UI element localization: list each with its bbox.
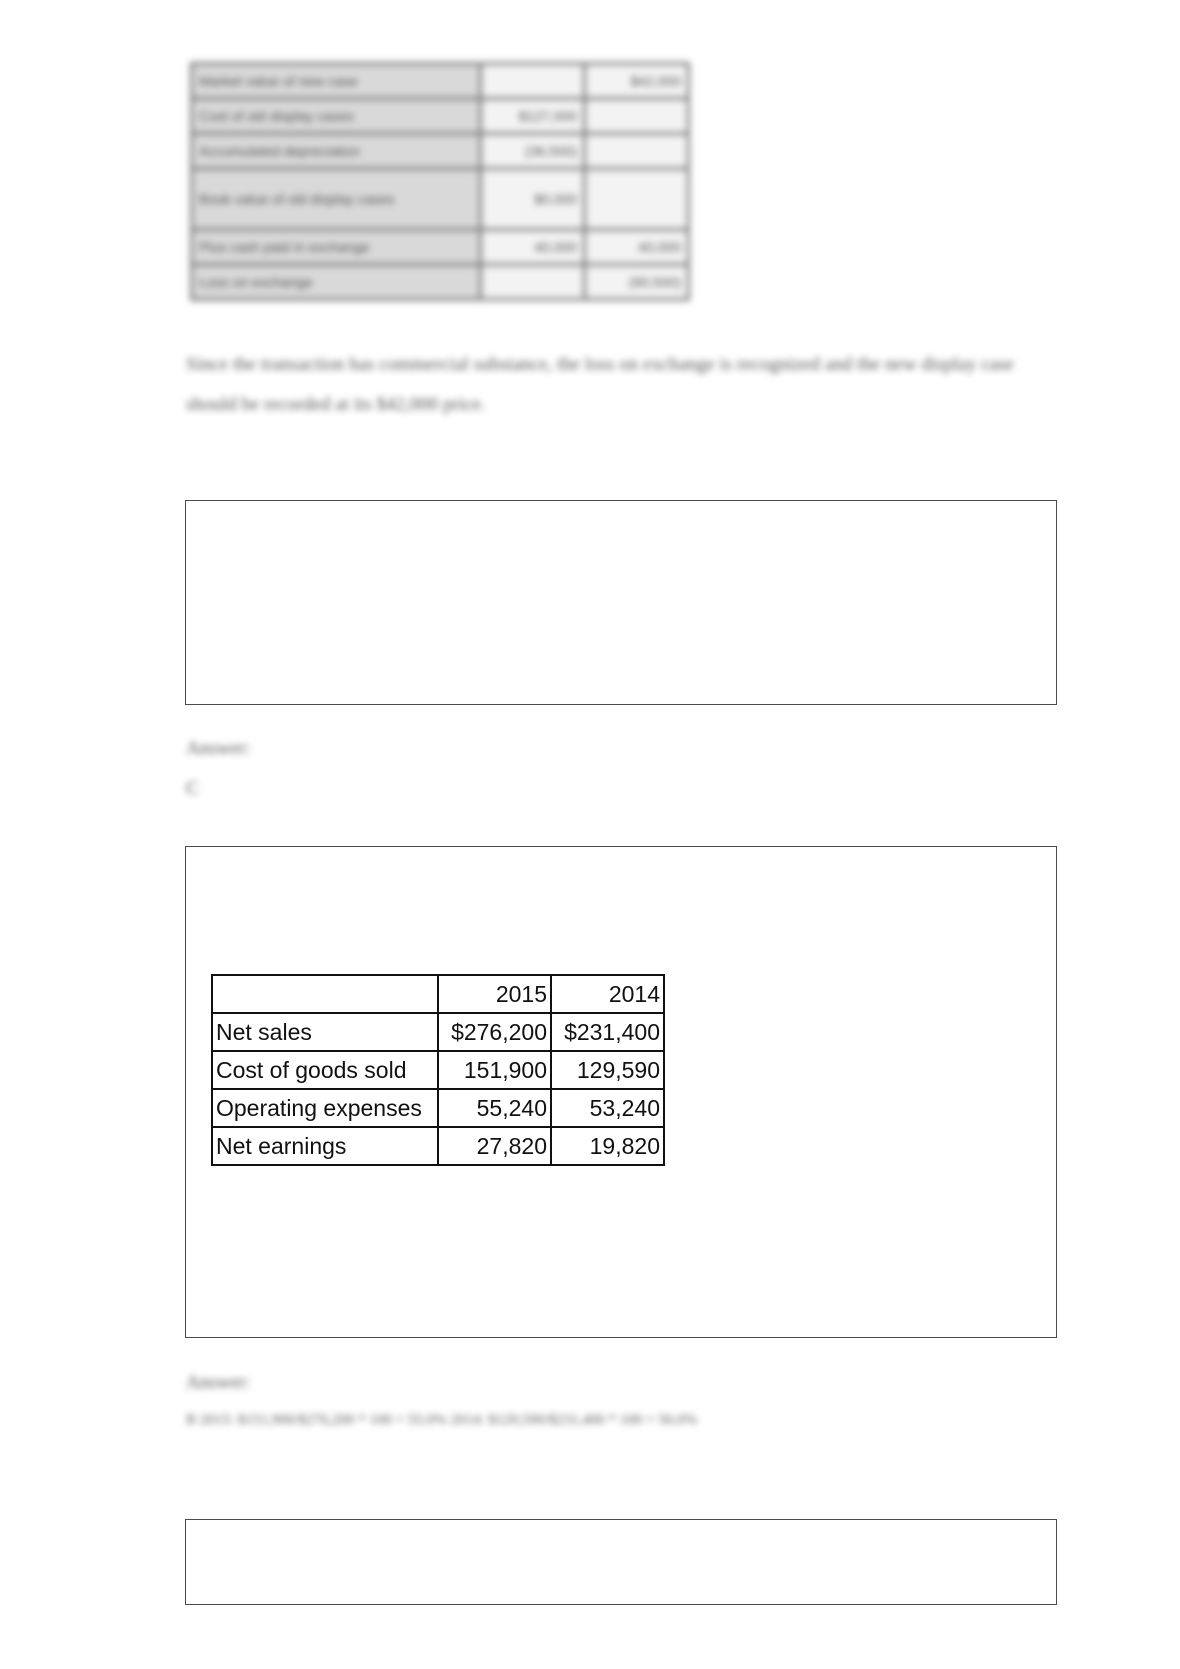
answer-label: Answer:: [186, 738, 251, 759]
header-cell: 2015: [438, 975, 551, 1013]
cell-value: 151,900: [438, 1051, 551, 1089]
header-cell: 2014: [551, 975, 664, 1013]
row-label: Cost of old display cases: [192, 99, 481, 134]
answer-label: Answer:: [186, 1372, 251, 1393]
cell-value: [585, 99, 689, 134]
question-box: [185, 1519, 1057, 1605]
row-label: Cost of goods sold: [212, 1051, 438, 1089]
row-label: Plus cash paid in exchange: [192, 230, 481, 265]
table-row: [192, 99, 689, 134]
explanation-paragraph: Since the transaction has commercial substance, the loss on exchange is recognized and the new display case should be recorded at its $42,000 price.: [186, 354, 1014, 415]
table-row: [192, 134, 689, 169]
table-row: [212, 1089, 664, 1127]
financial-data-table: [211, 974, 665, 1166]
header-cell: [212, 975, 438, 1013]
cell-value: 19,820: [551, 1127, 664, 1165]
cell-value: $42,000: [585, 64, 689, 99]
cell-value: [585, 169, 689, 230]
row-label: Book value of old display cases: [192, 169, 481, 230]
row-label: Net sales: [212, 1013, 438, 1051]
cell-value: $127,000: [480, 99, 584, 134]
cell-value: [480, 64, 584, 99]
cell-value: 40,000: [480, 230, 584, 265]
table-row: [192, 265, 689, 300]
cell-value: $276,200: [438, 1013, 551, 1051]
question-box: [185, 500, 1057, 705]
cell-value: 40,000: [585, 230, 689, 265]
table-row: [212, 1013, 664, 1051]
answer-value: C: [186, 778, 199, 799]
row-label: Market value of new case: [192, 64, 481, 99]
answer-value: B 2015: $151,900/$276,200 * 100 = 55.0% 2014: $129,590/$231,400 * 100 = 56.0%: [186, 1412, 698, 1428]
exchange-calculation-table: [190, 62, 690, 301]
cell-value: [585, 134, 689, 169]
table-row: [212, 1051, 664, 1089]
cell-value: (90,500): [585, 265, 689, 300]
table-header-row: [212, 975, 664, 1013]
cell-value: [480, 265, 584, 300]
cell-value: $0,000: [480, 169, 584, 230]
row-label: Operating expenses: [212, 1089, 438, 1127]
row-label: Accumulated depreciation: [192, 134, 481, 169]
cell-value: 129,590: [551, 1051, 664, 1089]
cell-value: (36,500): [480, 134, 584, 169]
cell-value: 27,820: [438, 1127, 551, 1165]
table-row: [192, 169, 689, 230]
table-row: [192, 64, 689, 99]
cell-value: 53,240: [551, 1089, 664, 1127]
cell-value: $231,400: [551, 1013, 664, 1051]
row-label: Loss on exchange: [192, 265, 481, 300]
table-row: [192, 230, 689, 265]
table-row: [212, 1127, 664, 1165]
cell-value: 55,240: [438, 1089, 551, 1127]
row-label: Net earnings: [212, 1127, 438, 1165]
